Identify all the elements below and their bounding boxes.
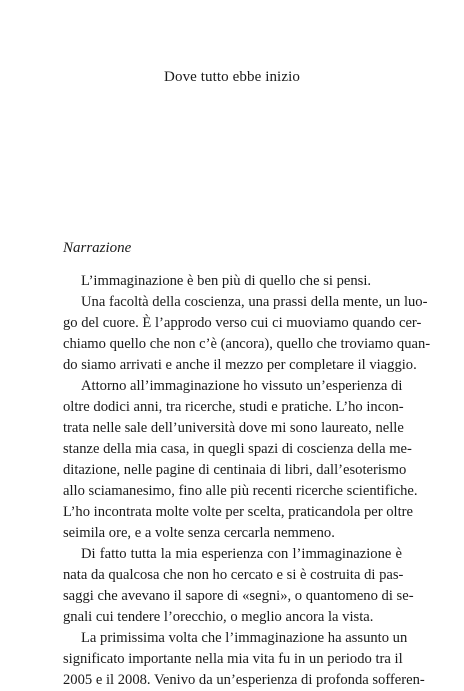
text-line: La primissima volta che l’immaginazione ha assunto un (81, 630, 408, 646)
chapter-title: Dove tutto ebbe inizio (164, 69, 300, 85)
text-line: ditazione, nelle pagine di centinaia di libri, dall’esoterismo (63, 462, 407, 478)
text-line: nata da qualcosa che non ho cercato e si è costruita di pas- (63, 567, 404, 583)
text-line: Una facoltà della coscienza, una prassi della mente, un luo- (81, 294, 428, 310)
text-line: L’ho incontrata molte volte per scelta, praticandola per oltre (63, 504, 413, 520)
text-line: oltre dodici anni, tra ricerche, studi e pratiche. L’ho incon- (63, 399, 404, 415)
text-line: allo sciamanesimo, fino alle più recenti ricerche scientifiche. (63, 483, 418, 499)
text-line: 2005 e il 2008. Venivo da un’esperienza di profonda sofferen- (63, 672, 425, 688)
body-text (63, 271, 431, 691)
text-line: L’immaginazione è ben più di quello che si pensi. (81, 273, 372, 289)
text-line: stanze della mia casa, in quegli spazi di coscienza della me- (63, 441, 412, 457)
text-line: Di fatto tutta la mia esperienza con l’immaginazione è (81, 546, 402, 562)
section-heading: Narrazione (63, 240, 132, 256)
text-line: significato importante nella mia vita fu in un periodo tra il (63, 651, 403, 667)
text-line: chiamo quello che non c’è (ancora), quello che troviamo quan- (63, 336, 431, 352)
text-line: gnali cui tendere l’orecchio, o meglio ancora la vista. (63, 609, 374, 625)
text-line: seimila ore, e a volte senza cercarla nemmeno. (63, 525, 335, 541)
text-line: go del cuore. È l’approdo verso cui ci muoviamo quando cer- (63, 315, 422, 331)
text-line: Attorno all’immaginazione ho vissuto un’esperienza di (81, 378, 403, 394)
text-line: do siamo arrivati e anche il mezzo per completare il viaggio. (63, 357, 417, 373)
text-line: saggi che avevano il sapore di «segni», o quantomeno di se- (63, 588, 414, 604)
text-line: trata nelle sale dell’università dove mi sono laureato, nelle (63, 420, 404, 436)
